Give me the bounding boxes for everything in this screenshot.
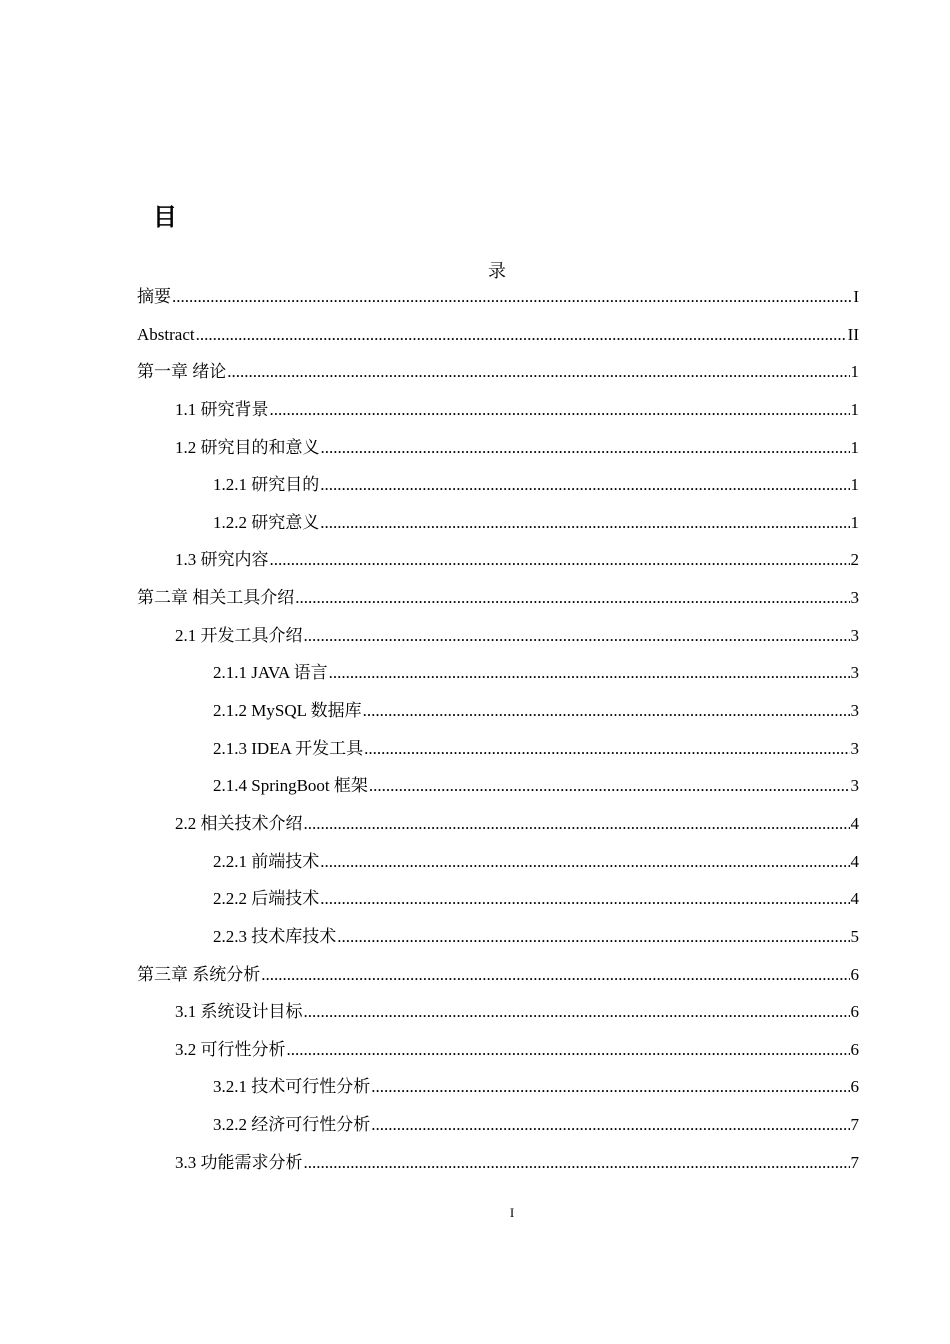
toc-dot-leader	[363, 696, 850, 726]
toc-dot-leader	[371, 1110, 849, 1140]
toc-dot-leader	[287, 1035, 850, 1065]
toc-entry[interactable]	[137, 997, 859, 1035]
toc-entry[interactable]	[137, 960, 859, 998]
toc-entry-page: 5	[850, 926, 859, 946]
toc-entry-page: 6	[850, 1039, 859, 1059]
toc-entry[interactable]	[137, 847, 859, 885]
toc-entry[interactable]	[137, 1072, 859, 1110]
toc-entry-page: 3	[850, 776, 859, 796]
toc-entry[interactable]	[137, 282, 859, 320]
toc-entry-page: 1	[850, 475, 859, 495]
toc-entry-title: 3.1 系统设计目标	[175, 1002, 303, 1022]
toc-entry[interactable]	[137, 809, 859, 847]
toc-entry[interactable]	[137, 734, 859, 772]
table-of-contents	[137, 282, 859, 1185]
toc-entry[interactable]	[137, 357, 859, 395]
toc-entry-page: 3	[850, 625, 859, 645]
toc-entry-page: 1	[850, 512, 859, 532]
toc-entry-page: II	[847, 324, 859, 344]
toc-dot-leader	[270, 395, 850, 425]
toc-entry[interactable]	[137, 470, 859, 508]
toc-dot-leader	[261, 960, 849, 990]
toc-dot-leader	[304, 621, 850, 651]
toc-entry-title: 2.2.1 前端技术	[213, 851, 320, 871]
toc-dot-leader	[369, 771, 850, 801]
toc-entry[interactable]	[137, 1148, 859, 1186]
toc-entry-title: 2.2 相关技术介绍	[175, 813, 303, 833]
toc-entry-title: Abstract	[137, 324, 195, 344]
toc-entry-page: 7	[850, 1115, 859, 1135]
toc-entry-page: 3	[850, 663, 859, 683]
toc-entry[interactable]	[137, 696, 859, 734]
toc-dot-leader	[371, 1072, 849, 1102]
toc-entry-title: 1.2.2 研究意义	[213, 512, 320, 532]
toc-entry[interactable]	[137, 583, 859, 621]
toc-entry-title: 3.2 可行性分析	[175, 1039, 286, 1059]
toc-entry[interactable]	[137, 621, 859, 659]
toc-entry-title: 3.2.1 技术可行性分析	[213, 1077, 371, 1097]
toc-entry-title: 第二章 相关工具介绍	[137, 588, 295, 608]
toc-entry-page: 1	[850, 437, 859, 457]
toc-entry[interactable]	[137, 1110, 859, 1148]
page-number: I	[509, 1205, 515, 1220]
toc-dot-leader	[227, 357, 849, 387]
toc-entry[interactable]	[137, 658, 859, 696]
toc-entry-page: 3	[850, 588, 859, 608]
toc-dot-leader	[196, 320, 847, 350]
toc-entry-title: 第一章 绪论	[137, 362, 227, 382]
toc-entry[interactable]	[137, 395, 859, 433]
toc-entry-title: 1.2.1 研究目的	[213, 475, 320, 495]
toc-entry-page: 3	[850, 738, 859, 758]
toc-entry-title: 2.1.2 MySQL 数据库	[213, 701, 362, 721]
toc-entry-title: 2.1 开发工具介绍	[175, 625, 303, 645]
toc-entry-title: 第三章 系统分析	[137, 964, 261, 984]
toc-entry-title: 摘要	[137, 287, 171, 306]
toc-entry-title: 2.2.3 技术库技术	[213, 926, 337, 946]
toc-entry-title: 2.1.4 SpringBoot 框架	[213, 776, 368, 796]
toc-entry[interactable]	[137, 1035, 859, 1073]
toc-entry-page: 7	[850, 1152, 859, 1172]
toc-entry-title: 1.2 研究目的和意义	[175, 437, 320, 457]
toc-entry-title: 2.1.1 JAVA 语言	[213, 663, 328, 683]
toc-dot-leader	[320, 847, 849, 877]
toc-entry[interactable]	[137, 433, 859, 471]
toc-entry-page: 6	[850, 1002, 859, 1022]
toc-entry-page: 1	[850, 362, 859, 382]
toc-entry-page: 6	[850, 1077, 859, 1097]
toc-dot-leader	[304, 809, 850, 839]
toc-title-part-1: 目	[153, 203, 177, 231]
toc-entry-page: 4	[850, 889, 859, 909]
toc-entry-page: I	[853, 287, 859, 306]
toc-entry-title: 2.2.2 后端技术	[213, 889, 320, 909]
toc-entry[interactable]	[137, 922, 859, 960]
toc-dot-leader	[320, 470, 849, 500]
toc-dot-leader	[304, 997, 850, 1027]
toc-dot-leader	[304, 1148, 850, 1178]
toc-entry-title: 3.3 功能需求分析	[175, 1152, 303, 1172]
toc-dot-leader	[295, 583, 849, 613]
toc-entry[interactable]	[137, 320, 859, 358]
toc-dot-leader	[337, 922, 849, 952]
toc-entry[interactable]	[137, 545, 859, 583]
toc-entry-title: 2.1.3 IDEA 开发工具	[213, 738, 364, 758]
toc-entry-title: 3.2.2 经济可行性分析	[213, 1115, 371, 1135]
toc-dot-leader	[320, 508, 849, 538]
toc-dot-leader	[172, 282, 852, 312]
toc-dot-leader	[321, 433, 850, 463]
toc-entry[interactable]	[137, 771, 859, 809]
toc-title-part-2: 录	[488, 261, 506, 281]
toc-dot-leader	[320, 884, 849, 914]
toc-entry-page: 1	[850, 399, 859, 419]
toc-entry-title: 1.3 研究内容	[175, 550, 269, 570]
toc-entry-page: 3	[850, 701, 859, 721]
toc-entry-page: 4	[850, 813, 859, 833]
toc-entry-page: 4	[850, 851, 859, 871]
toc-entry[interactable]	[137, 884, 859, 922]
toc-entry-page: 2	[850, 550, 859, 570]
toc-entry-page: 6	[850, 964, 859, 984]
toc-dot-leader	[329, 658, 850, 688]
toc-entry[interactable]	[137, 508, 859, 546]
toc-entry-title: 1.1 研究背景	[175, 399, 269, 419]
toc-dot-leader	[270, 545, 850, 575]
toc-dot-leader	[364, 734, 849, 764]
